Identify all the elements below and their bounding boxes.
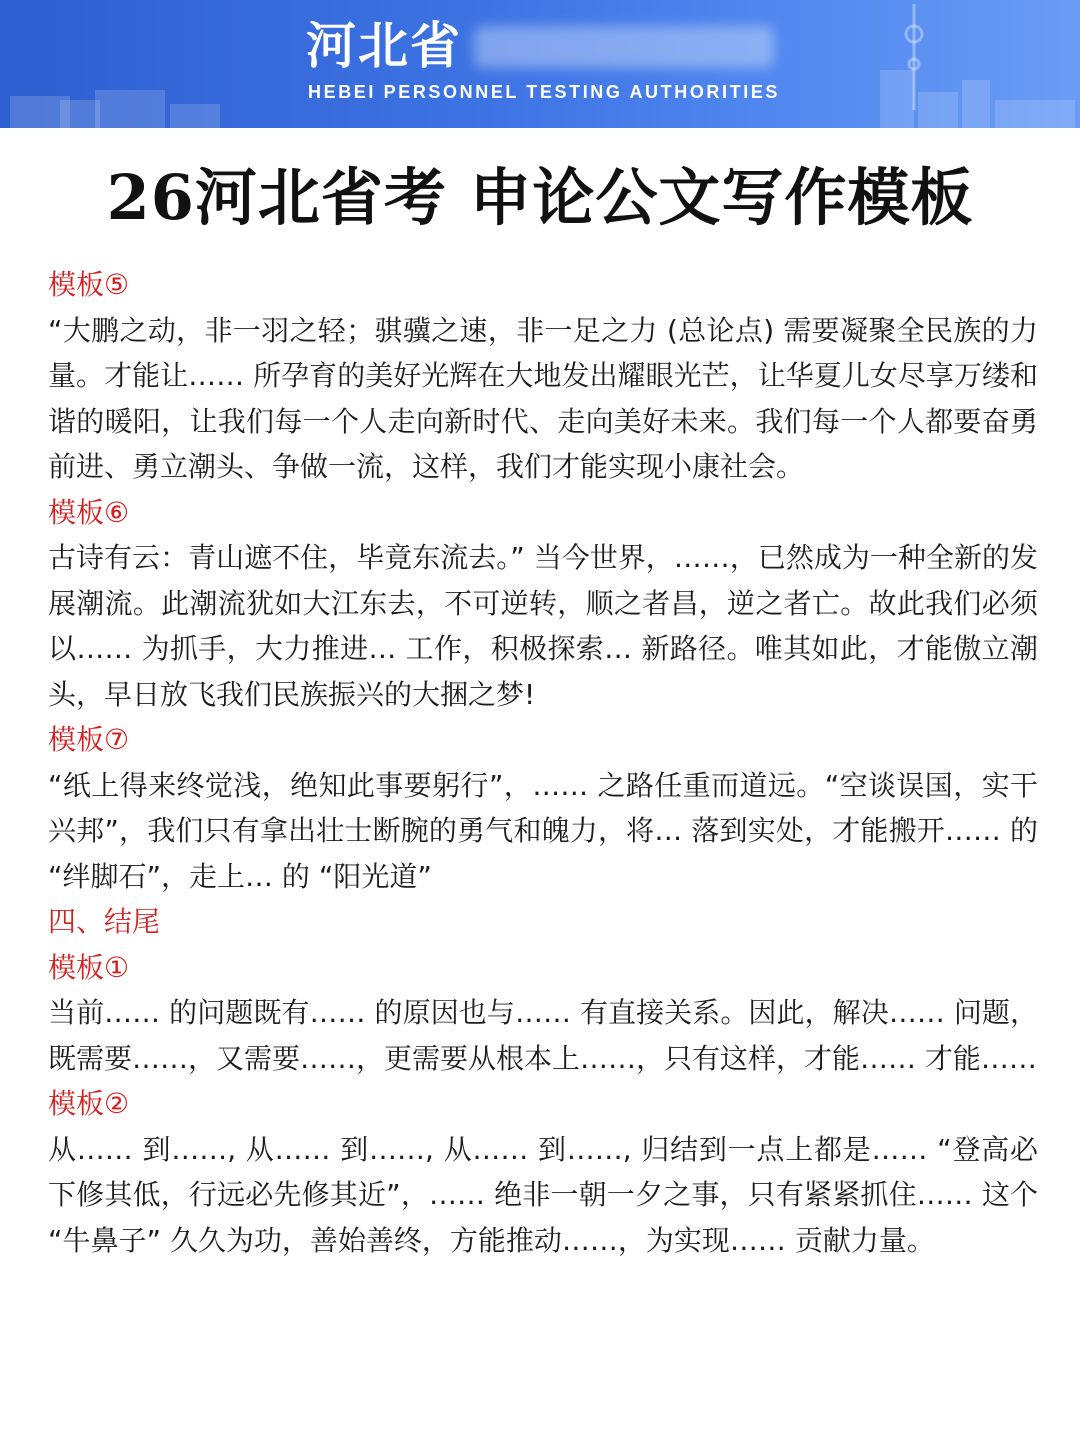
- section: [48, 899, 1038, 945]
- section: [48, 262, 1038, 490]
- section: [48, 717, 1038, 899]
- page-title: 26河北省考 申论公文写作模板: [106, 161, 974, 234]
- section-label: 模板⑦: [48, 723, 130, 756]
- section-label: 模板⑤: [48, 268, 130, 301]
- org-name-cn: 河北省: [306, 17, 462, 75]
- section: [48, 490, 1038, 718]
- section-label: 模板②: [48, 1087, 130, 1120]
- section-text: 古诗有云：青山遮不住，毕竟东流去。” 当今世界，……，已然成为一种全新的发展潮流。此潮流犹如大江东去，不可逆转，顺之者昌，逆之者亡。故此我们必须以…… 为抓手，大力推进… 工作，积极探索… 新路径。唯其如此，才能傲立潮头，早日放飞我们民族振兴的大捆之梦!: [48, 541, 1038, 711]
- section-text: “纸上得来终觉浅，绝知此事要躬行”，…… 之路任重而道远。“空谈误国，实干兴邦”，我们只有拿出壮士断腕的勇气和魄力，将… 落到实处，才能搬开…… 的 “绊脚石”，走上… 的 “阳光道”: [48, 768, 1038, 893]
- section-heading: 四、结尾: [48, 905, 161, 938]
- section-text: 当前…… 的问题既有…… 的原因也与…… 有直接关系。因此，解决…… 问题，既需要……，又需要……，更需要从根本上……，只有这样，才能…… 才能……: [48, 996, 1038, 1075]
- content-body: [48, 262, 1038, 1263]
- section-text: “大鹏之动，非一羽之轻；骐骥之速，非一足之力 (总论点) 需要凝聚全民族的力量。才能让…… 所孕育的美好光辉在大地发出耀眼光芒，让华夏儿女尽享万缕和谐的暖阳，让我们每一个人走向新时代、走向美好未来。我们每一个人都要奋勇前进、勇立潮头、争做一流，这样，我们才能实现小康社会。: [48, 313, 1038, 483]
- blurred-org-name: [474, 26, 774, 68]
- section-label: 模板⑥: [48, 495, 130, 529]
- header-banner: [0, 0, 1080, 128]
- section-text: 从…… 到……, 从…… 到……, 从…… 到……, 归结到一点上都是…… “登高必下修其低，行远必先修其近”，…… 绝非一朝一夕之事，只有紧紧抓住…… 这个 “牛鼻子” 久久为功，善始善终，方能推动……，为实现…… 贡献力量。: [48, 1132, 1038, 1257]
- org-name-en: HEBEI PERSONNEL TESTING AUTHORITIES: [308, 82, 781, 102]
- section: [48, 945, 1038, 1082]
- section: [48, 1081, 1038, 1263]
- section-label: 模板①: [48, 950, 130, 984]
